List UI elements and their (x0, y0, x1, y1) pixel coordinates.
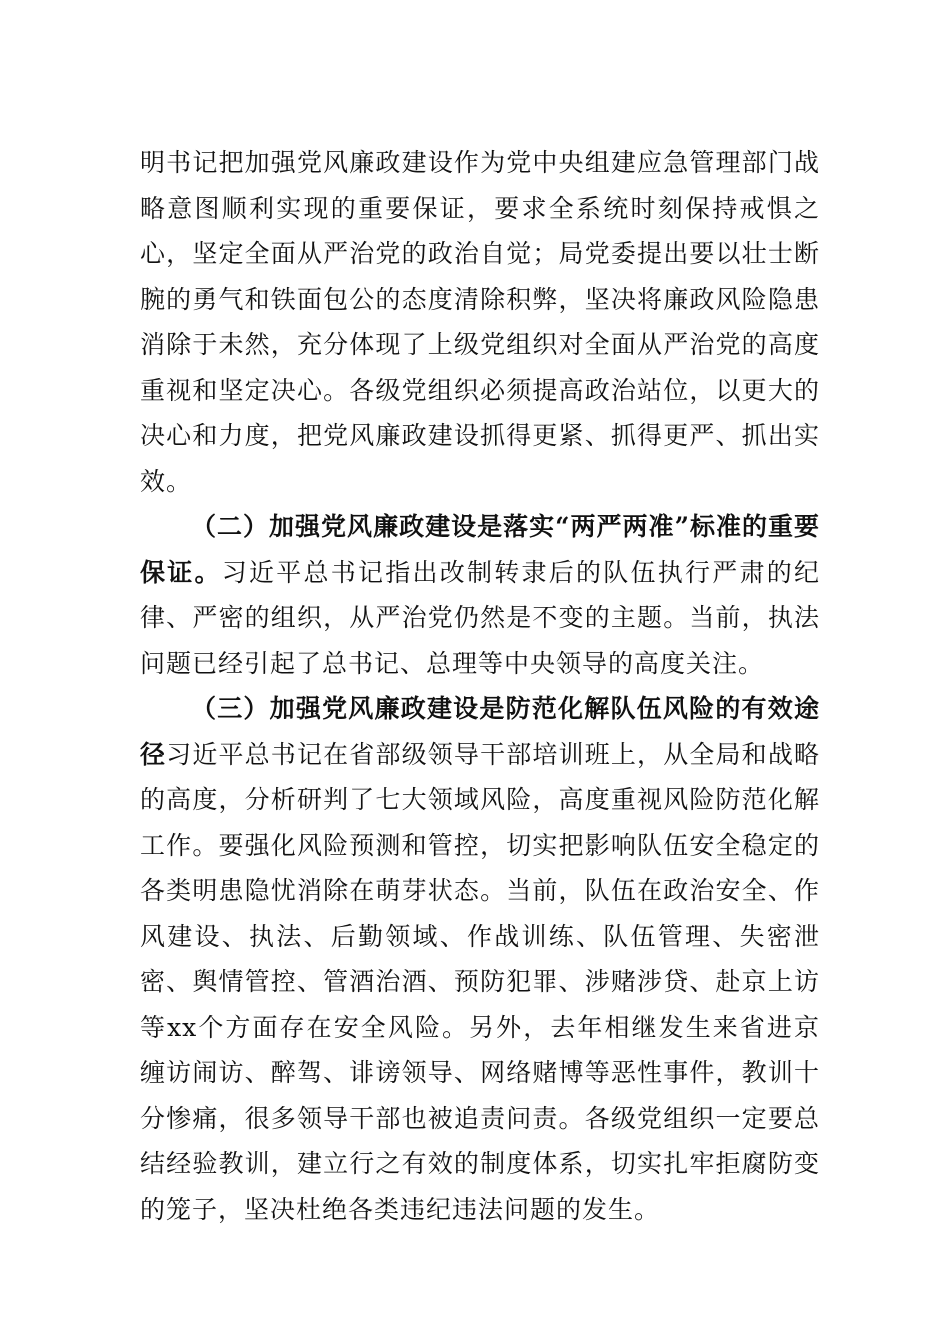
section-two-heading: （二）加强党风廉政建设是落实“两严两准”标准的重要保证。 (140, 512, 820, 587)
section-three-heading: （三）加强党风廉政建设是防范化解队伍风险的有效途径 (140, 694, 820, 769)
paragraph-section-three (140, 686, 820, 1232)
paragraph-continuation: 明书记把加强党风廉政建设作为党中央组建应急管理部门战略意图顺利实现的重要保证，要求全系统时刻保持戒惧之心，坚定全面从严治党的政治自觉；局党委提出要以壮士断腕的勇气和铁面包公的态度清除积弊，坚决将廉政风险隐患消除于未然，充分体现了上级党组织对全面从严治党的高度重视和坚定决心。各级党组织必须提高政治站位，以更大的决心和力度，把党风廉政建设抓得更紧、抓得更严、抓出实效。 (140, 148, 820, 496)
section-three-text: 习近平总书记在省部级领导干部培训班上，从全局和战略的高度，分析研判了七大领域风险，高度重视风险防范化解工作。要强化风险预测和管控，切实把影响队伍安全稳定的各类明患隐忧消除在萌芽状态。当前，队伍在政治安全、作风建设、执法、后勤领域、作战训练、队伍管理、失密泄密、舆情管控、管酒治酒、预防犯罪、涉赌涉贷、赴京上访等xx个方面存在安全风险。另外，去年相继发生来省进京缠访闹访、醉驾、诽谤领导、网络赌博等恶性事件，教训十分惨痛，很多领导干部也被追责问责。各级党组织一定要总结经验教训，建立行之有效的制度体系，切实扎牢拒腐防变的笼子，坚决杜绝各类违纪违法问题的发生。 (140, 739, 820, 1224)
paragraph-section-two (140, 504, 820, 686)
section-two-text: 习近平总书记指出改制转隶后的队伍执行严肃的纪律、严密的组织，从严治党仍然是不变的主题。当前，执法问题已经引起了总书记、总理等中央领导的高度关注。 (140, 557, 820, 678)
document-body (140, 140, 820, 1232)
